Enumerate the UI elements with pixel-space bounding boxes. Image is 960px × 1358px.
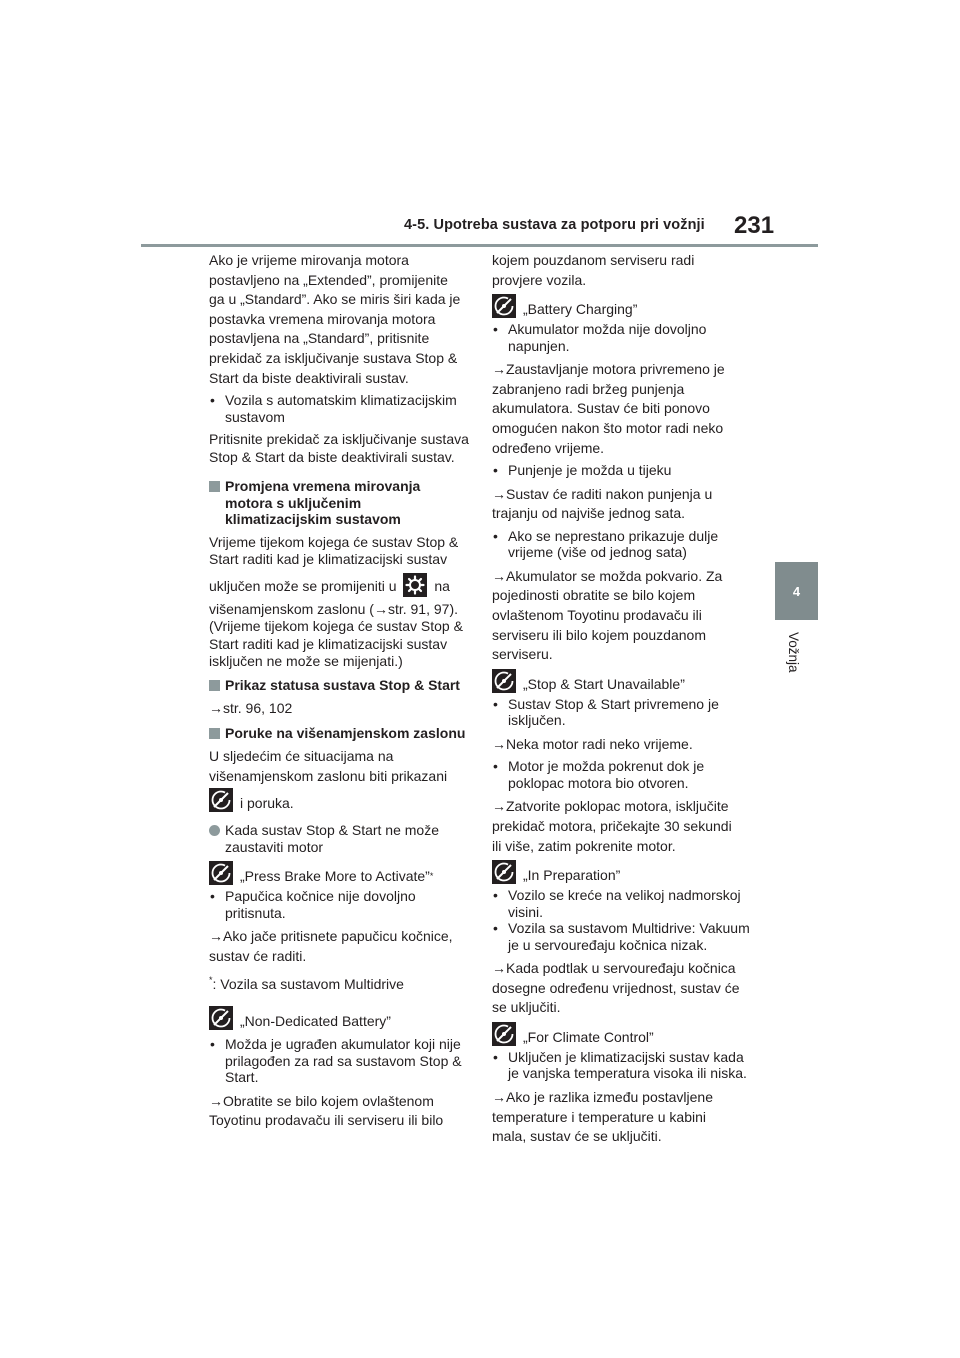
arrow-line: akumulatora. Sustav će biti ponovo: [492, 400, 710, 417]
arrow-battery: Toyotinu prodavaču ili serviseru ili bilo: [209, 1112, 444, 1129]
chapter-number: 4: [792, 584, 801, 599]
page-number: 231: [734, 212, 775, 239]
section-title: 4-5. Upotreba sustava za potporu pri vožnji: [404, 217, 705, 233]
bullet-repeat: • Ako se neprestano prikazuje dulje vrijeme (više od jednog sata): [492, 528, 754, 561]
intro-line: Start da biste deaktivirali sustav.: [209, 369, 409, 386]
left-column: [209, 251, 469, 1131]
arrow-line: →Neka motor radi neko vrijeme.: [492, 735, 693, 752]
arrow-brake: →Ako jače pritisnete papučicu kočnice,: [209, 928, 453, 945]
bullet-vacuum: • Vozila sa sustavom Multidrive: Vakuum je u servouređaju kočnica nizak.: [492, 920, 754, 953]
heading-change-idle-time: Promjena vremena mirovanja motora s uključenim klimatizacijskim sustavom: [209, 478, 469, 528]
messages-intro: višenamjenskom zaslonu biti prikazani: [209, 767, 448, 784]
continued-text: kojem pouzdanom serviseru radi: [492, 252, 695, 268]
bullet-charging: • Akumulator možda nije dovoljno napunjen.: [492, 321, 754, 354]
bullet-system-off: • Sustav Stop & Start privremeno je isključen.: [492, 696, 754, 729]
message-stop-start-unavailable: „Stop & Start Unavailable”: [492, 669, 754, 693]
stop-start-indicator-icon: [492, 860, 516, 884]
arrow-line: serviseru.: [492, 646, 553, 663]
bullet-climate: • Vozila s automatskim klimatizacijskim sustavom: [209, 392, 469, 425]
arrow-line: temperature i temperature u kabini: [492, 1108, 706, 1125]
bullet-in-progress: • Punjenje je možda u tijeku: [492, 462, 754, 479]
intro-line: ga u „Standard”. Ako se miris širi kada je: [209, 291, 461, 308]
bullet-battery: • Možda je ugrađen akumulator koji nije prilagođen za rad sa sustavom Stop & Start.: [209, 1036, 469, 1086]
change-text-2: višenamjenskom zaslonu (→str. 91, 97). (Vrijeme tijekom kojega će sustav Stop & Start raditi kad je klimatizacijski sustav isključen ne može se mijenjati.): [209, 600, 463, 670]
bullet-hood-open: • Motor je možda pokrenut dok je poklopac motora bio otvoren.: [492, 758, 754, 791]
square-bullet-icon: [209, 680, 220, 691]
arrow-line: trajanju od najviše jednog sata.: [492, 505, 686, 522]
press-text: Pritisnite prekidač za isključivanje sustava Stop & Start da biste deaktivirali sustav.: [209, 431, 469, 465]
intro-line: Ako je vrijeme mirovanja motora: [209, 252, 409, 268]
stop-start-indicator-icon: [209, 861, 233, 885]
dot-heading-cannot-stop: Kada sustav Stop & Start ne može zaustaviti motor: [209, 822, 469, 855]
intro-line: prekidač za isključivanje sustava Stop &: [209, 349, 458, 366]
arrow-line: prekidač motora, pričekajte 30 sekundi: [492, 818, 732, 834]
right-column: [492, 251, 754, 1147]
arrow-line: omogućen nakon što motor radi neko: [492, 419, 724, 436]
circle-bullet-icon: [209, 825, 220, 836]
stop-start-indicator-icon: [492, 669, 516, 693]
arrow-line: →Kada podtlak u servouređaju kočnica: [492, 960, 736, 977]
continued-text: provjere vozila.: [492, 271, 587, 288]
settings-gear-icon: [403, 573, 427, 597]
arrow-line: serviseru ili bilo kojem pouzdanom: [492, 626, 706, 643]
stop-start-indicator-icon: [492, 1022, 516, 1046]
messages-intro: U sljedećim će situacijama na: [209, 748, 394, 765]
stop-start-indicator-icon: [209, 788, 233, 812]
heading-status: Prikaz statusa sustava Stop & Start: [209, 677, 469, 694]
square-bullet-icon: [209, 481, 220, 492]
intro-line: postavljena na „Standard”, pritisnite: [209, 330, 430, 347]
bullet-altitude: • Vozilo se kreće na velikoj nadmorskoj visini.: [492, 887, 754, 920]
stop-start-indicator-icon: [209, 1006, 233, 1030]
arrow-line: pojedinosti obratite se bilo kojem: [492, 587, 696, 604]
status-reference: →str. 96, 102: [209, 700, 293, 717]
messages-intro-icon-line: i poruka.: [209, 788, 469, 812]
bullet-climate-on: • Uključen je klimatizacijski sustav kada je vanjska temperatura visoka ili niska.: [492, 1049, 754, 1082]
arrow-line: ovlaštenom Toyotinu prodavaču ili: [492, 607, 702, 624]
arrow-brake: sustav će raditi.: [209, 948, 307, 965]
footnote: *: Vozila sa sustavom Multidrive: [209, 974, 404, 992]
arrow-line: →Akumulator se možda pokvario. Za: [492, 567, 723, 584]
arrow-line: zabranjeno radi bržeg punjenja: [492, 380, 685, 397]
arrow-line: dosegne određenu vrijednost, sustav će: [492, 979, 740, 996]
arrow-line: ili više, zatim pokrenite motor.: [492, 837, 676, 854]
chapter-tab[interactable]: [775, 562, 818, 620]
message-press-brake: „Press Brake More to Activate” *: [209, 861, 469, 885]
header-divider: [141, 244, 818, 247]
arrow-line: se uključiti.: [492, 999, 561, 1016]
arrow-line: →Zatvorite poklopac motora, isključite: [492, 798, 729, 815]
message-non-dedicated-battery: „Non-Dedicated Battery”: [209, 1006, 469, 1030]
square-bullet-icon: [209, 728, 220, 739]
arrow-line: →Zaustavljanje motora privremeno je: [492, 361, 725, 378]
change-text: Vrijeme tijekom kojega će sustav Stop & Start raditi kad je klimatizacijski sustav: [209, 533, 459, 568]
chapter-label-text: Vožnja: [786, 632, 801, 673]
heading-messages: Poruke na višenamjenskom zaslonu: [209, 725, 469, 742]
message-battery-charging: „Battery Charging”: [492, 294, 754, 318]
bullet-brake: • Papučica kočnice nije dovoljno pritisnuta.: [209, 888, 469, 921]
arrow-battery: →Obratite se bilo kojem ovlaštenom: [209, 1092, 434, 1109]
arrow-line: →Ako je razlika između postavljene: [492, 1088, 713, 1105]
arrow-line: mala, sustav će se uključiti.: [492, 1128, 662, 1145]
arrow-line: određeno vrijeme.: [492, 439, 605, 456]
message-in-preparation: „In Preparation”: [492, 860, 754, 884]
intro-line: postavljeno na „Extended”, promijenite: [209, 271, 448, 288]
message-climate-control: „For Climate Control”: [492, 1022, 754, 1046]
intro-line: postavka vremena mirovanja motora: [209, 310, 436, 327]
change-text-inline: uključen može se promijeniti u na: [209, 573, 469, 597]
arrow-line: →Sustav će raditi nakon punjenja u: [492, 485, 713, 502]
chapter-label: [771, 632, 815, 692]
stop-start-indicator-icon: [492, 294, 516, 318]
